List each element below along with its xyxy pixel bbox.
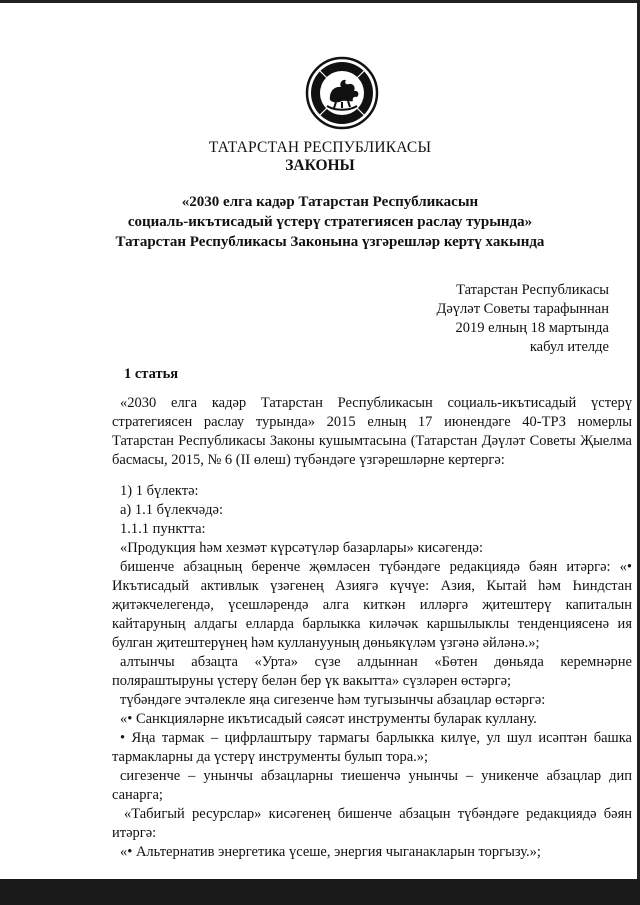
scan-top-edge	[0, 0, 640, 3]
adoption-line-2: Дәүләт Советы тарафыннан	[436, 301, 609, 317]
paragraph-subsection: а) 1.1 бүлекчәдә:	[120, 502, 223, 518]
adoption-line-1: Татарстан Республикасы	[456, 282, 609, 298]
paragraph-point: 1.1.1 пунктта:	[120, 521, 206, 537]
paragraph-sanctions: «• Санкцияләрне икътисадый сәясәт инструменты буларак куллану.	[120, 711, 537, 727]
adoption-line-4: кабул ителде	[529, 339, 609, 355]
title-line-1: «2030 елга кадәр Татарстан Республикасын	[181, 194, 479, 210]
paragraph-digital: • Яңа тармак – цифрлаштыру тармагы барлыкка килүе, ул шул исәптән башка тармакларны да үстерү инструменты булып тора.»;	[112, 730, 632, 765]
paragraph-renumber: сигезенче – унынчы абзацларны тиешенчә унынчы – уникенче абзацлар дип санарга;	[112, 768, 632, 803]
paragraph-new: түбәндәге эчтәлекле яңа сигезенче һәм тугызынчы абзацлар өстәргә:	[120, 692, 546, 708]
title-line-3: Татарстан Республикасы Законына үзгәрешләр кертү хакында	[115, 234, 545, 250]
tatarstan-emblem-icon	[305, 56, 379, 130]
title-line-2: социаль-икътисадый үстерү стратегиясен раслау турында»	[127, 214, 533, 230]
paragraph-section: 1) 1 бүлектә:	[120, 483, 199, 499]
scan-bottom-edge	[0, 879, 640, 905]
paragraph-sixth: алтынчы абзацта «Урта» сүзе алдыннан «Бөтен дөньяда керемнәрне поляраштыруны үстерү белән бер үк вакытта» сүзләрен өстәргә;	[112, 654, 632, 689]
document-title	[40, 192, 620, 252]
paragraph-fifth: бишенче абзацның беренче җөмләсен түбәндәге редакциядә бәян итәргә: «• Икътисадый активлык үзәгенең Азиягә күчүе: Азия, Кытай һәм Һиндстан җитәкчелегендә, үсешләрендә алга киткән илләргә җитештерү капиталын кайтаруның алдагы елларда барлыкка киләчәк каршылыклы тенденциясенә ия булган җитештерүнең һәм кулланууның дөньякүләм үзгәнә әйләнә.»;	[112, 559, 632, 651]
paragraph-resources: «Табигый ресурслар» кисәгенең бишенче абзацын түбәндәге редакциядә бәян итәргә:	[112, 806, 632, 841]
paragraph-intro: «2030 елга кадәр Татарстан Республикасын социаль-икътисадый үстерү стратегиясен раслау турында» 2015 елның 17 июнендәге 40-ТРЗ номерлы Татарстан Республикасы Законы кушымтасына (Татарстан Дәүләт Советы Җыелма басмасы, 2015, № 6 (II өлеш) түбәндәге үзгәрешләрне кертергә:	[112, 395, 632, 468]
law-heading: ЗАКОНЫ	[285, 157, 355, 174]
paragraph-energy: «• Альтернатив энергетика үсеше, энергия чыганакларын торгызу.»;	[120, 844, 541, 860]
adoption-note	[436, 281, 609, 357]
document-body	[112, 394, 632, 862]
paragraph-part: «Продукция һәм хезмәт күрсәтүләр базарлары» кисәгендә:	[120, 540, 483, 556]
republic-heading: ТАТАРСТАН РЕСПУБЛИКАСЫ	[208, 139, 432, 156]
article-heading: 1 статья	[124, 366, 179, 382]
adoption-line-3: 2019 елның 18 мартында	[455, 320, 609, 336]
